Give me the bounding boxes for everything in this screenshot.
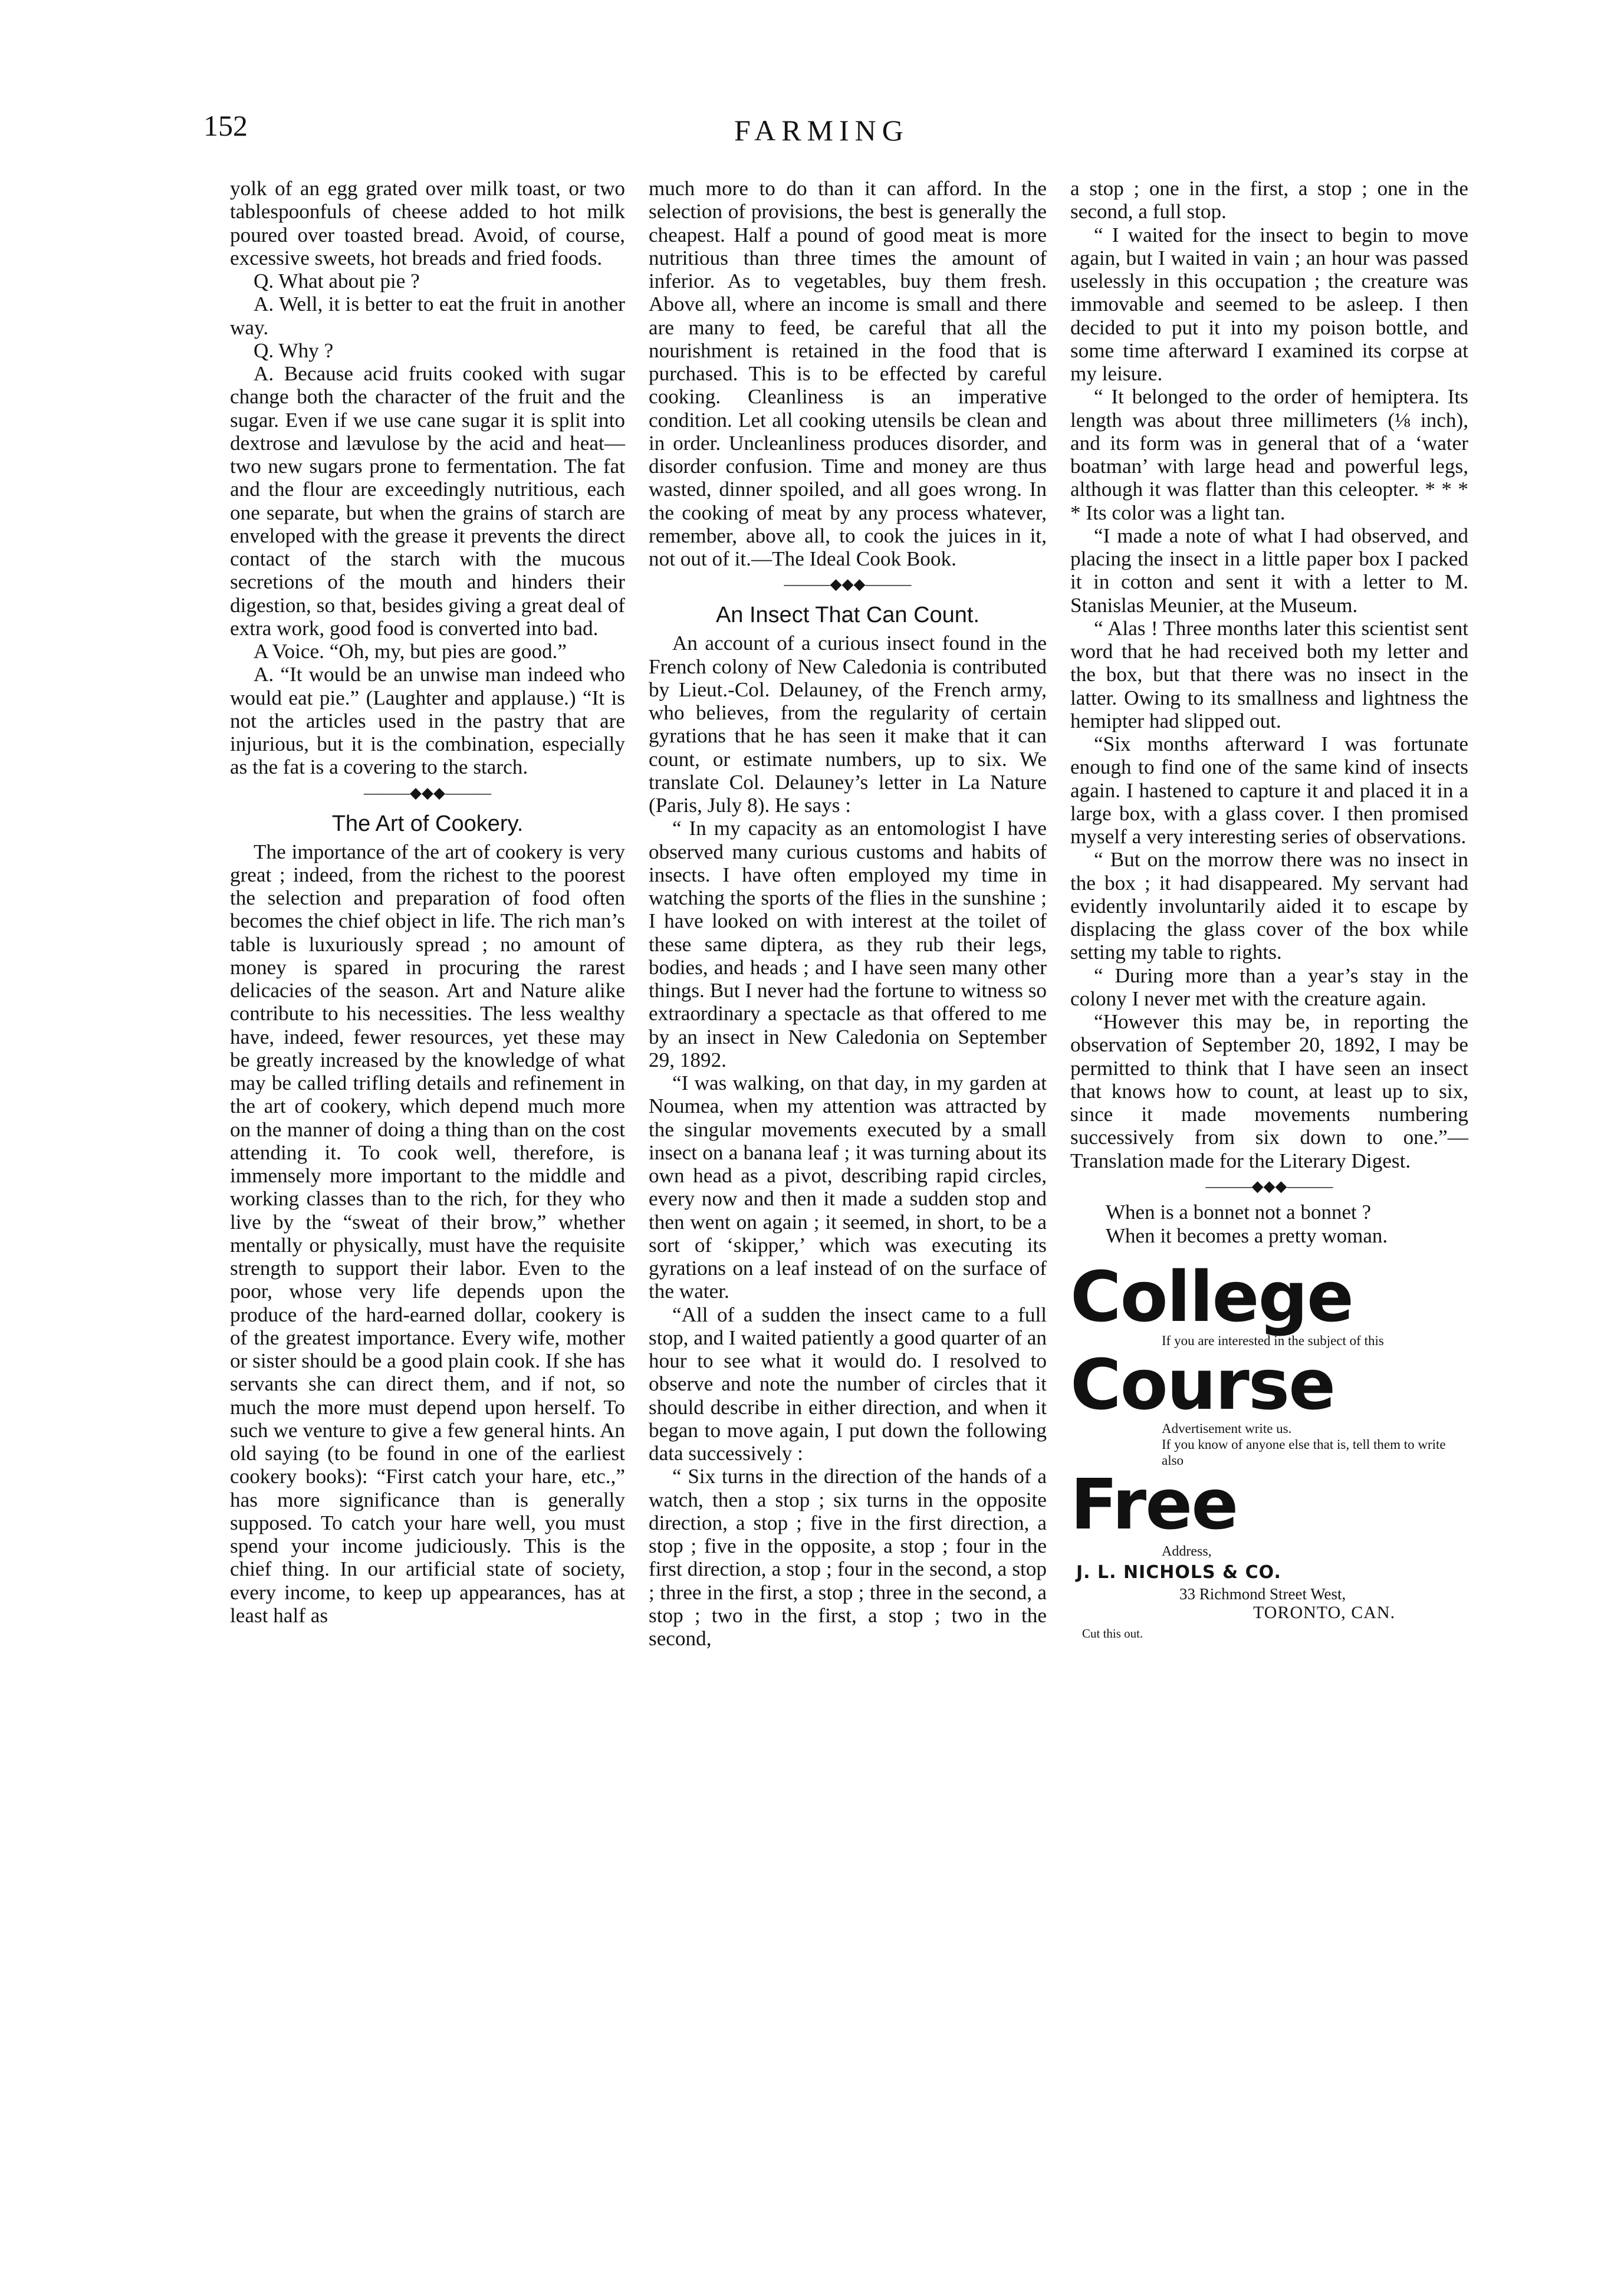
- ad-word-free: Free: [1070, 1463, 1238, 1545]
- ad-city: TORONTO, CAN.: [1253, 1602, 1396, 1622]
- paragraph: “All of a sudden the insect came to a full stop, and I waited patiently a good quarter of an hour to see what it would do. I resolved to observe and note the number of circles that it should describe in either direction, and when it began to move again, I put down the following data successively :: [649, 1303, 1047, 1465]
- page-number: 152: [203, 109, 248, 142]
- paragraph: “ In my capacity as an entomologist I have observed many curious customs and habits of insects. I have often employed my time in watching the sports of the flies in the sunshine ; I have looked on with interest at the toilet of these same diptera, as they rub their legs, bodies, and heads ; and I have seen many other things. But I never had the fortune to witness so extraordinary a spectacle as that offered to me by an insect in New Caledonia on September 29, 1892.: [649, 817, 1047, 1071]
- paragraph: “I was walking, on that day, in my garden at Noumea, when my attention was attracted by the singular movements executed by a small insect on a banana leaf ; it was turning about its own head as a pivot, describing rapid circles, every now and then it made a sudden stop and then went on again ; it seemed, in short, to be a sort of ‘skipper,’ which was executing its gyrations on a leaf instead of on the surface of the water.: [649, 1071, 1047, 1303]
- paragraph: “ Alas ! Three months later this scientist sent word that he had received both my letter and the box, but that there was no insect in the latter. Owing to its smallness and lightness the hemipter had slipped out.: [1070, 616, 1468, 732]
- joke-question: When is a bonnet not a bonnet ?: [1106, 1200, 1372, 1224]
- ad-word-college: College: [1070, 1255, 1353, 1337]
- column-2: [649, 177, 1047, 1650]
- column-1: [230, 177, 625, 1627]
- article-heading-insect-that-can-count: An Insect That Can Count.: [715, 603, 980, 628]
- paragraph: “ But on the morrow there was no insect in the box ; it had disappeared. My servant had evidently involuntarily aided it to escape by displacing the glass cover of the box while setting my table to rights.: [1070, 848, 1468, 964]
- journal-title: FARMING: [734, 114, 909, 147]
- paragraph: a stop ; one in the first, a stop ; one in the second, a full stop.: [1070, 177, 1468, 223]
- ad-company-name: J. L. NICHOLS & CO.: [1076, 1562, 1281, 1583]
- paragraph: A. Well, it is better to eat the fruit in another way.: [230, 292, 625, 339]
- paragraph: “ During more than a year’s stay in the colony I never met with the creature again.: [1070, 964, 1468, 1010]
- paragraph: “However this may be, in reporting the observation of September 20, 1892, I may be permitted to think that I have seen an insect that knows how to count, at least up to six, since it made movements numbering successively from six down to one.”—Translation made for the Literary Digest.: [1070, 1010, 1468, 1172]
- ad-word-course: Course: [1070, 1343, 1335, 1425]
- paragraph: The importance of the art of cookery is very great ; indeed, from the richest to the poorest the selection and preparation of food often becomes the chief object in life. The rich man’s table is luxuriously spread ; no amount of money is spared in procuring the rarest delicacies of the season. Art and Nature alike contribute to his necessities. The less wealthy have, indeed, fewer resources, yet these may be greatly increased by the knowledge of what may be called trifling details and refinement in the art of cookery, which depend much more on the manner of doing a thing than on the cost attending it. To cook well, therefore, is immensely more important to the middle and working classes than to the rich, for they who live by the “sweat of their brow,” whether mentally or physically, must have the requisite strength to support their labor. Even to the poor, whose very life depends upon the produce of the hard-earned dollar, cookery is of the greatest importance. Every wife, mother or sister should be a good plain cook. If she has servants she can direct them, and if not, so much the more must depend upon herself. To such we venture to give a few general hints. An old saying (to be found in one of the earliest cookery books): “First catch your hare, etc.,” has more significance than is generally supposed. To catch your hare well, you must spend your income judiciously. This is the chief thing. In our artificial state of society, every income, to keep up appearances, has at least half as: [230, 840, 625, 1627]
- ad-text-anyone: If you know of anyone else that is, tell them to write also: [1162, 1437, 1446, 1468]
- paragraph: much more to do than it can afford. In the selection of provisions, the best is generally the cheapest. Half a pound of good meat is more nutritious than three times the amount of inferior. As to vegetables, buy them fresh. Above all, where an income is small and there are many to feed, be careful that all the nourishment is retained in the food that is purchased. This is to be effected by careful cooking. Cleanliness is an imperative condition. Let all cooking utensils be clean and in order. Uncleanliness produces disorder, and disorder confusion. Time and money are thus wasted, dinner spoiled, and all goes wrong. In the cooking of meat by any process whatever, remember, above all, to cook the juices in it, not out of it.—The Ideal Cook Book.: [649, 177, 1047, 570]
- advertisement: [1070, 1255, 1468, 1756]
- paragraph: “ It belonged to the order of hemiptera. Its length was about three millimeters (⅛ inch), and its form was in general that of a ‘water boatman’ with large head and powerful legs, although it was flatter than this celeopter. * * * * Its color was a light tan.: [1070, 385, 1468, 524]
- paragraph: A. Because acid fruits cooked with sugar change both the character of the fruit and the sugar. Even if we use cane sugar it is split into dextrose and lævulose by the acid and heat—two new sugars prone to fermentation. The fat and the flour are exceedingly nutritious, each one separate, but when the grains of starch are enveloped with the grease it prevents the direct contact of the starch with the mucous secretions of the mouth and hinders their digestion, so that, besides giving a great deal of extra work, good food is converted into bad.: [230, 362, 625, 640]
- paragraph: Q. Why ?: [254, 338, 334, 362]
- paragraph: Q. What about pie ?: [254, 269, 420, 292]
- section-divider: ———◆◆◆———: [364, 784, 491, 801]
- ad-text-write: Advertisement write us.: [1162, 1421, 1292, 1436]
- joke-answer: When it becomes a pretty woman.: [1106, 1224, 1388, 1247]
- ad-cut-out-note: Cut this out.: [1082, 1626, 1143, 1641]
- paragraph: “ Six turns in the direction of the hands of a watch, then a stop ; six turns in the opposite direction, a stop ; five in the first direction, a stop ; five in the opposite, a stop ; four in the first direction, a stop ; four in the second, a stop ; three in the first, a stop ; three in the second, a stop ; two in the first, a stop ; two in the second,: [649, 1465, 1047, 1650]
- section-divider: ———◆◆◆———: [784, 576, 912, 593]
- paragraph: A. “It would be an unwise man indeed who would eat pie.” (Laughter and applause.) “It is not the articles used in the pastry that are injurious, but it is the combination, especially as the fat is a covering to the starch.: [230, 663, 625, 779]
- paragraph: yolk of an egg grated over milk toast, or two tablespoonfuls of cheese added to hot milk poured over toasted bread. Avoid, of course, excessive sweets, hot breads and fried foods.: [230, 177, 625, 269]
- ad-street: 33 Richmond Street West,: [1179, 1585, 1346, 1603]
- ad-address-label: Address,: [1162, 1543, 1212, 1559]
- paragraph: “ I waited for the insect to begin to move again, but I waited in vain ; an hour was passed uselessly in this occupation ; the creature was immovable and seemed to be asleep. I then decided to put it into my poison bottle, and some time afterward I examined its corpse at my leisure.: [1070, 223, 1468, 385]
- paragraph: “I made a note of what I had observed, and placing the insect in a little paper box I packed it in cotton and sent it with a letter to M. Stanislas Meunier, at the Museum.: [1070, 524, 1468, 617]
- column-3: [1070, 177, 1468, 1756]
- paragraph: “Six months afterward I was fortunate enough to find one of the same kind of insects again. I hastened to capture it and placed it in a large box, with a glass cover. I then promised myself a very interesting series of observations.: [1070, 732, 1468, 848]
- paragraph: A Voice. “Oh, my, but pies are good.”: [254, 640, 567, 663]
- section-divider: ———◆◆◆———: [1205, 1177, 1333, 1195]
- ad-text-interest: If you are interested in the subject of this: [1162, 1333, 1384, 1348]
- paragraph: An account of a curious insect found in the French colony of New Caledonia is contributed by Lieut.-Col. Delauney, of the French army, who believes, from the regularity of certain gyrations that he has seen it make that it can count, or estimate numbers, up to six. We translate Col. Delauney’s letter in La Nature (Paris, July 8). He says :: [649, 632, 1047, 817]
- article-heading-art-of-cookery: The Art of Cookery.: [331, 811, 524, 836]
